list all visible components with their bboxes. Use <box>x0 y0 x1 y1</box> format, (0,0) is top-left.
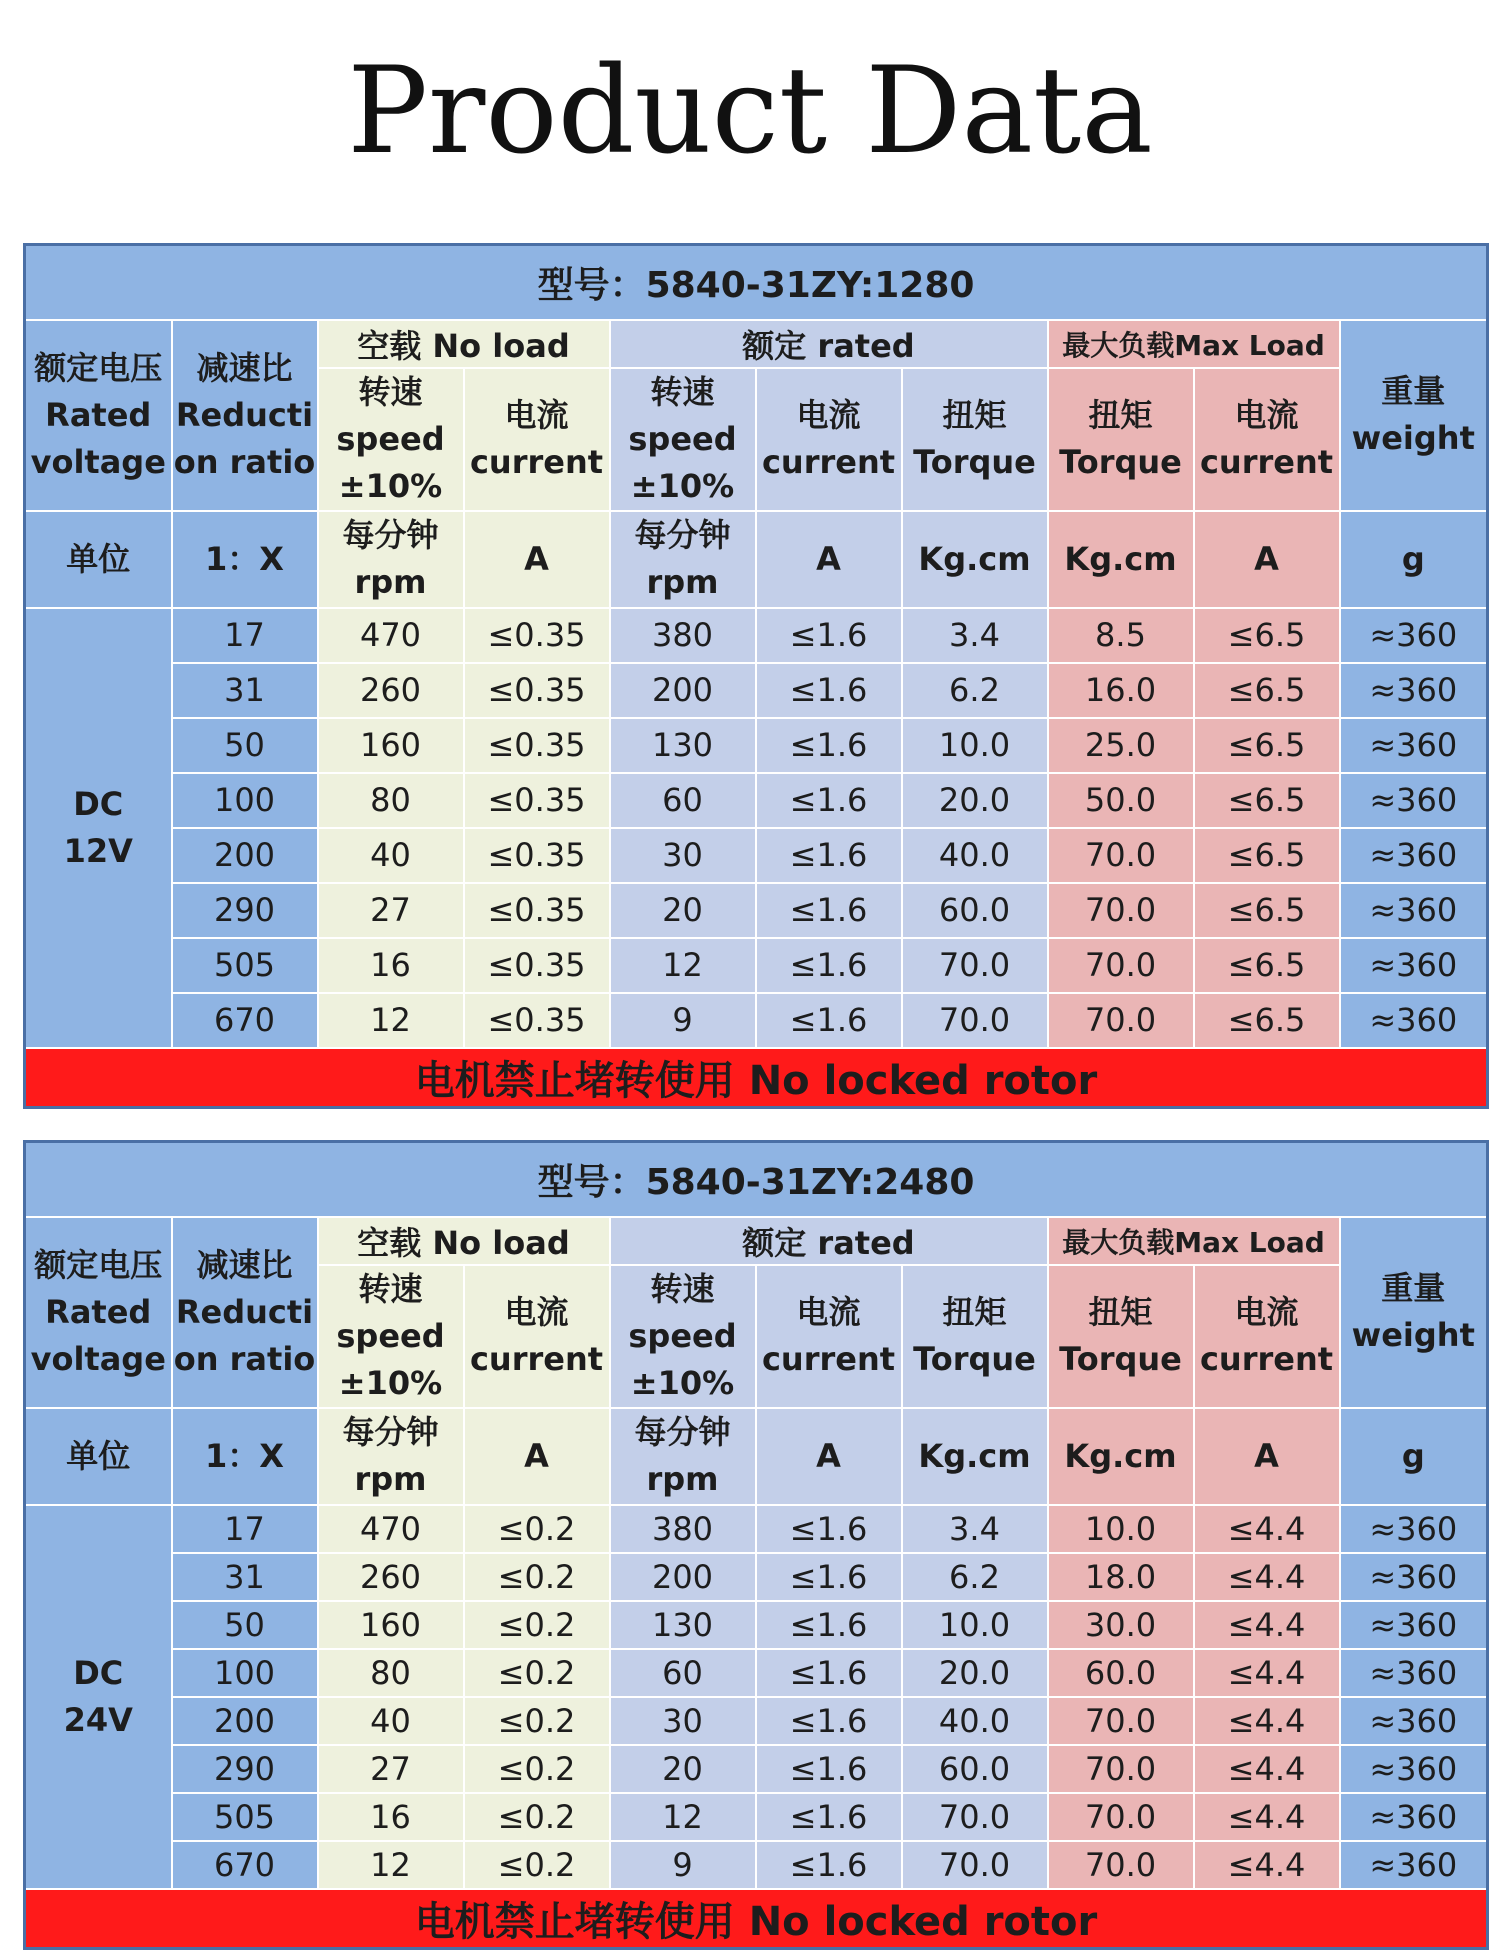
table-cell: ≤4.4 <box>1194 1745 1340 1793</box>
header-weight <box>1340 1217 1488 1408</box>
header-line: voltage <box>30 442 166 481</box>
table-cell: 20 <box>610 1745 756 1793</box>
header-speed <box>318 368 464 511</box>
table-cell: ≤6.5 <box>1194 828 1340 883</box>
table-cell: 60.0 <box>902 1745 1048 1793</box>
header-current <box>464 368 610 511</box>
header-speed <box>610 1265 756 1408</box>
table-cell: 20 <box>610 883 756 938</box>
header-line: current <box>1199 443 1334 481</box>
unit-torque: Kg.cm <box>1048 511 1194 608</box>
table-cell: ≤1.6 <box>756 1793 902 1841</box>
table-row <box>25 1601 1488 1649</box>
unit-amp: A <box>464 511 610 608</box>
header-torque <box>902 1265 1048 1408</box>
header-line: weight <box>1351 1316 1475 1354</box>
header-line: DC <box>73 1653 124 1692</box>
header-line: Reducti <box>175 1292 314 1331</box>
table-cell: ≈360 <box>1340 938 1488 993</box>
header-line: 减速比 <box>196 348 293 387</box>
table-cell: 470 <box>318 1505 464 1553</box>
table-cell: 100 <box>172 773 318 828</box>
header-line: 每分钟 <box>634 516 731 554</box>
unit-torque: Kg.cm <box>902 511 1048 608</box>
table-cell: ≤4.4 <box>1194 1697 1340 1745</box>
table-cell: 200 <box>610 663 756 718</box>
table-row <box>25 1793 1488 1841</box>
table-cell: ≤6.5 <box>1194 663 1340 718</box>
table-cell: ≤0.2 <box>464 1745 610 1793</box>
table-cell: 20.0 <box>902 1649 1048 1697</box>
table-cell: ≤1.6 <box>756 828 902 883</box>
header-line: Rated <box>45 395 152 434</box>
warning-banner: 电机禁止堵转使用 No locked rotor <box>25 1889 1488 1949</box>
header-line: 重量 <box>1381 372 1446 410</box>
header-line: ±10% <box>630 1363 735 1402</box>
table-cell: 80 <box>318 1649 464 1697</box>
table-cell: ≤0.35 <box>464 938 610 993</box>
table-cell: 470 <box>318 608 464 663</box>
table-cell: ≤0.35 <box>464 883 610 938</box>
header-line: 电流 <box>796 1293 861 1331</box>
table-cell: 30 <box>610 1697 756 1745</box>
header-reduction-ratio <box>172 1217 318 1408</box>
table-cell: 100 <box>172 1649 318 1697</box>
table-cell: 31 <box>172 1553 318 1601</box>
header-line: 扭矩 <box>942 396 1007 434</box>
header-line: ±10% <box>630 466 735 505</box>
header-speed <box>318 1265 464 1408</box>
table-cell: 6.2 <box>902 663 1048 718</box>
header-torque <box>902 368 1048 511</box>
table-cell: ≤0.2 <box>464 1841 610 1889</box>
header-line: 每分钟 <box>634 1413 731 1451</box>
header-line: rpm <box>354 1460 427 1498</box>
header-line: 扭矩 <box>1088 1293 1153 1331</box>
table-cell: ≤1.6 <box>756 608 902 663</box>
table-cell: 10.0 <box>1048 1505 1194 1553</box>
table-cell: ≤1.6 <box>756 1601 902 1649</box>
table-cell: 200 <box>610 1553 756 1601</box>
table-cell: ≤6.5 <box>1194 883 1340 938</box>
table-cell: 12 <box>610 938 756 993</box>
header-torque <box>1048 368 1194 511</box>
table-cell: 60 <box>610 1649 756 1697</box>
table-cell: 380 <box>610 1505 756 1553</box>
table-cell: ≈360 <box>1340 1649 1488 1697</box>
header-line: current <box>761 443 896 481</box>
table-cell: ≤0.35 <box>464 993 610 1048</box>
table-cell: ≤0.2 <box>464 1553 610 1601</box>
group-no-load: 空载 No load <box>318 1217 610 1265</box>
header-rated-voltage <box>25 1217 172 1408</box>
table-cell: ≤6.5 <box>1194 938 1340 993</box>
table-cell: 17 <box>172 608 318 663</box>
table-cell: 40.0 <box>902 828 1048 883</box>
header-line: speed <box>336 419 445 458</box>
group-no-load: 空载 No load <box>318 320 610 368</box>
table-row <box>25 718 1488 773</box>
table-cell: 12 <box>610 1793 756 1841</box>
header-line: on ratio <box>173 1339 316 1378</box>
header-current <box>756 1265 902 1408</box>
table-cell: ≤6.5 <box>1194 773 1340 828</box>
header-line: 每分钟 <box>342 516 439 554</box>
table-cell: 50 <box>172 1601 318 1649</box>
table-cell: 380 <box>610 608 756 663</box>
table-cell: 70.0 <box>1048 883 1194 938</box>
table-row <box>25 1553 1488 1601</box>
table-cell: 3.4 <box>902 608 1048 663</box>
table-cell: 70.0 <box>1048 828 1194 883</box>
table-cell: ≤1.6 <box>756 718 902 773</box>
table-cell: ≤0.2 <box>464 1649 610 1697</box>
table-cell: ≤1.6 <box>756 1745 902 1793</box>
header-line: 转速 <box>650 1269 715 1308</box>
group-rated: 额定 rated <box>610 320 1048 368</box>
unit-rpm <box>318 1408 464 1505</box>
table-cell: 17 <box>172 1505 318 1553</box>
table-cell: 70.0 <box>902 1793 1048 1841</box>
table-cell: ≤0.35 <box>464 608 610 663</box>
table-row <box>25 993 1488 1048</box>
table-cell: 70.0 <box>1048 1841 1194 1889</box>
unit-label: 单位 <box>25 511 172 608</box>
group-rated: 额定 rated <box>610 1217 1048 1265</box>
table-cell: 670 <box>172 1841 318 1889</box>
table-cell: ≤1.6 <box>756 773 902 828</box>
table-cell: 130 <box>610 718 756 773</box>
table-cell: ≤4.4 <box>1194 1841 1340 1889</box>
table-cell: ≤1.6 <box>756 1841 902 1889</box>
table-cell: ≈360 <box>1340 1793 1488 1841</box>
table-cell: 670 <box>172 993 318 1048</box>
table-cell: ≤0.2 <box>464 1601 610 1649</box>
table-cell: ≤1.6 <box>756 1697 902 1745</box>
unit-ratio: 1：X <box>172 511 318 608</box>
table-cell: 130 <box>610 1601 756 1649</box>
group-max-load: 最大负载Max Load <box>1048 1217 1340 1265</box>
table-cell: 200 <box>172 1697 318 1745</box>
warning-banner: 电机禁止堵转使用 No locked rotor <box>25 1048 1488 1108</box>
table-row <box>25 1841 1488 1889</box>
unit-amp: A <box>756 1408 902 1505</box>
header-line: voltage <box>30 1339 166 1378</box>
spec-table <box>23 243 1489 1109</box>
table-cell: ≤0.35 <box>464 773 610 828</box>
spec-table <box>23 1140 1489 1950</box>
header-line: ±10% <box>338 466 443 505</box>
table-cell: ≤0.35 <box>464 718 610 773</box>
table-cell: ≤1.6 <box>756 938 902 993</box>
unit-weight: g <box>1340 511 1488 608</box>
header-current <box>1194 368 1340 511</box>
table-cell: 3.4 <box>902 1505 1048 1553</box>
table-cell: 12 <box>318 1841 464 1889</box>
table-cell: ≤0.2 <box>464 1697 610 1745</box>
table-cell: 260 <box>318 1553 464 1601</box>
table-cell: ≤1.6 <box>756 663 902 718</box>
header-rated-voltage <box>25 320 172 511</box>
table-cell: ≈360 <box>1340 828 1488 883</box>
model-title: 型号：5840-31ZY:2480 <box>25 1142 1488 1217</box>
table-cell: ≤0.35 <box>464 663 610 718</box>
table-cell: 60.0 <box>902 883 1048 938</box>
table-row <box>25 608 1488 663</box>
table-cell: 290 <box>172 883 318 938</box>
header-line: 电流 <box>504 396 569 434</box>
voltage-cell <box>25 608 172 1048</box>
table-cell: 18.0 <box>1048 1553 1194 1601</box>
table-cell: 160 <box>318 718 464 773</box>
header-line: current <box>761 1340 896 1378</box>
table-cell: ≤0.2 <box>464 1793 610 1841</box>
header-line: ±10% <box>338 1363 443 1402</box>
table-cell: ≤4.4 <box>1194 1553 1340 1601</box>
table-cell: 505 <box>172 938 318 993</box>
table-cell: ≈360 <box>1340 1553 1488 1601</box>
header-line: 电流 <box>1234 1293 1299 1331</box>
table-cell: 8.5 <box>1048 608 1194 663</box>
table-cell: 505 <box>172 1793 318 1841</box>
table-cell: 16.0 <box>1048 663 1194 718</box>
unit-amp: A <box>1194 511 1340 608</box>
table-row <box>25 883 1488 938</box>
table-cell: 12 <box>318 993 464 1048</box>
header-line: rpm <box>354 563 427 601</box>
header-line: 转速 <box>650 372 715 411</box>
table-cell: ≈360 <box>1340 1505 1488 1553</box>
header-line: Rated <box>45 1292 152 1331</box>
table-cell: ≤6.5 <box>1194 608 1340 663</box>
table-cell: ≈360 <box>1340 608 1488 663</box>
table-cell: ≈360 <box>1340 718 1488 773</box>
header-line: 额定电压 <box>34 1245 163 1284</box>
table-cell: 10.0 <box>902 718 1048 773</box>
table-cell: 50.0 <box>1048 773 1194 828</box>
table-cell: 25.0 <box>1048 718 1194 773</box>
table-cell: 200 <box>172 828 318 883</box>
unit-amp: A <box>464 1408 610 1505</box>
header-line: 12V <box>63 831 133 870</box>
header-line: 扭矩 <box>942 1293 1007 1331</box>
table-row <box>25 773 1488 828</box>
header-line: Reducti <box>175 395 314 434</box>
table-cell: 50 <box>172 718 318 773</box>
table-row <box>25 938 1488 993</box>
header-reduction-ratio <box>172 320 318 511</box>
table-cell: 30 <box>610 828 756 883</box>
table-row <box>25 1745 1488 1793</box>
header-line: current <box>469 1340 604 1378</box>
header-line: 电流 <box>1234 396 1299 434</box>
table-cell: ≤0.35 <box>464 828 610 883</box>
header-line: 电流 <box>504 1293 569 1331</box>
table-cell: 290 <box>172 1745 318 1793</box>
header-line: rpm <box>646 563 719 601</box>
table-cell: 9 <box>610 993 756 1048</box>
header-line: DC <box>73 784 124 823</box>
header-line: speed <box>628 419 737 458</box>
group-max-load: 最大负载Max Load <box>1048 320 1340 368</box>
table-cell: ≈360 <box>1340 663 1488 718</box>
table-cell: 70.0 <box>1048 938 1194 993</box>
header-line: speed <box>336 1316 445 1355</box>
unit-rpm <box>318 511 464 608</box>
header-line: 转速 <box>358 372 423 411</box>
table-cell: 70.0 <box>1048 1697 1194 1745</box>
header-line: on ratio <box>173 442 316 481</box>
table-cell: ≤1.6 <box>756 1649 902 1697</box>
model-title: 型号：5840-31ZY:1280 <box>25 245 1488 320</box>
table-row <box>25 663 1488 718</box>
table-cell: ≤6.5 <box>1194 718 1340 773</box>
header-line: rpm <box>646 1460 719 1498</box>
table-cell: ≈360 <box>1340 1841 1488 1889</box>
unit-amp: A <box>756 511 902 608</box>
table-cell: 40 <box>318 828 464 883</box>
page-title: Product Data <box>347 42 1153 181</box>
table-row <box>25 1697 1488 1745</box>
table-cell: ≤1.6 <box>756 1505 902 1553</box>
table-cell: ≈360 <box>1340 993 1488 1048</box>
table-cell: 70.0 <box>1048 1793 1194 1841</box>
table-row <box>25 828 1488 883</box>
header-line: Torque <box>913 443 1036 481</box>
header-line: 电流 <box>796 396 861 434</box>
table-cell: 40 <box>318 1697 464 1745</box>
table-cell: ≤4.4 <box>1194 1601 1340 1649</box>
unit-torque: Kg.cm <box>902 1408 1048 1505</box>
table-cell: 31 <box>172 663 318 718</box>
header-line: 减速比 <box>196 1245 293 1284</box>
table-cell: 70.0 <box>902 938 1048 993</box>
table-cell: ≤0.2 <box>464 1505 610 1553</box>
table-cell: 9 <box>610 1841 756 1889</box>
table-cell: 80 <box>318 773 464 828</box>
table-cell: 16 <box>318 1793 464 1841</box>
header-line: Torque <box>1059 1340 1182 1378</box>
table-cell: 70.0 <box>902 993 1048 1048</box>
table-cell: 160 <box>318 1601 464 1649</box>
header-current <box>464 1265 610 1408</box>
table-cell: 70.0 <box>902 1841 1048 1889</box>
table-cell: 260 <box>318 663 464 718</box>
table-cell: ≈360 <box>1340 1601 1488 1649</box>
table-cell: ≈360 <box>1340 883 1488 938</box>
table-cell: ≤6.5 <box>1194 993 1340 1048</box>
table-row <box>25 1505 1488 1553</box>
table-cell: 60.0 <box>1048 1649 1194 1697</box>
header-weight <box>1340 320 1488 511</box>
table-cell: 60 <box>610 773 756 828</box>
header-current <box>1194 1265 1340 1408</box>
header-line: Torque <box>1059 443 1182 481</box>
table-cell: 6.2 <box>902 1553 1048 1601</box>
table-row <box>25 1649 1488 1697</box>
header-torque <box>1048 1265 1194 1408</box>
table-cell: ≤4.4 <box>1194 1793 1340 1841</box>
table-cell: ≤4.4 <box>1194 1649 1340 1697</box>
table-cell: ≤1.6 <box>756 993 902 1048</box>
unit-rpm <box>610 1408 756 1505</box>
header-line: 额定电压 <box>34 348 163 387</box>
table-cell: ≤1.6 <box>756 883 902 938</box>
table-cell: ≤1.6 <box>756 1553 902 1601</box>
table-cell: 40.0 <box>902 1697 1048 1745</box>
header-line: weight <box>1351 419 1475 457</box>
table-cell: ≤4.4 <box>1194 1505 1340 1553</box>
table-cell: ≈360 <box>1340 1745 1488 1793</box>
header-line: 扭矩 <box>1088 396 1153 434</box>
header-line: 24V <box>63 1700 133 1739</box>
table-cell: ≈360 <box>1340 1697 1488 1745</box>
header-current <box>756 368 902 511</box>
table-cell: 16 <box>318 938 464 993</box>
header-line: Torque <box>913 1340 1036 1378</box>
unit-ratio: 1：X <box>172 1408 318 1505</box>
table-cell: 70.0 <box>1048 1745 1194 1793</box>
unit-rpm <box>610 511 756 608</box>
table-cell: 20.0 <box>902 773 1048 828</box>
table-cell: 27 <box>318 883 464 938</box>
table-cell: 30.0 <box>1048 1601 1194 1649</box>
header-line: 每分钟 <box>342 1413 439 1451</box>
unit-label: 单位 <box>25 1408 172 1505</box>
unit-weight: g <box>1340 1408 1488 1505</box>
header-line: speed <box>628 1316 737 1355</box>
table-cell: 27 <box>318 1745 464 1793</box>
header-line: current <box>469 443 604 481</box>
unit-amp: A <box>1194 1408 1340 1505</box>
table-cell: 70.0 <box>1048 993 1194 1048</box>
table-cell: ≈360 <box>1340 773 1488 828</box>
table-cell: 10.0 <box>902 1601 1048 1649</box>
header-line: 转速 <box>358 1269 423 1308</box>
voltage-cell <box>25 1505 172 1889</box>
header-speed <box>610 368 756 511</box>
header-line: 重量 <box>1381 1269 1446 1307</box>
unit-torque: Kg.cm <box>1048 1408 1194 1505</box>
header-line: current <box>1199 1340 1334 1378</box>
